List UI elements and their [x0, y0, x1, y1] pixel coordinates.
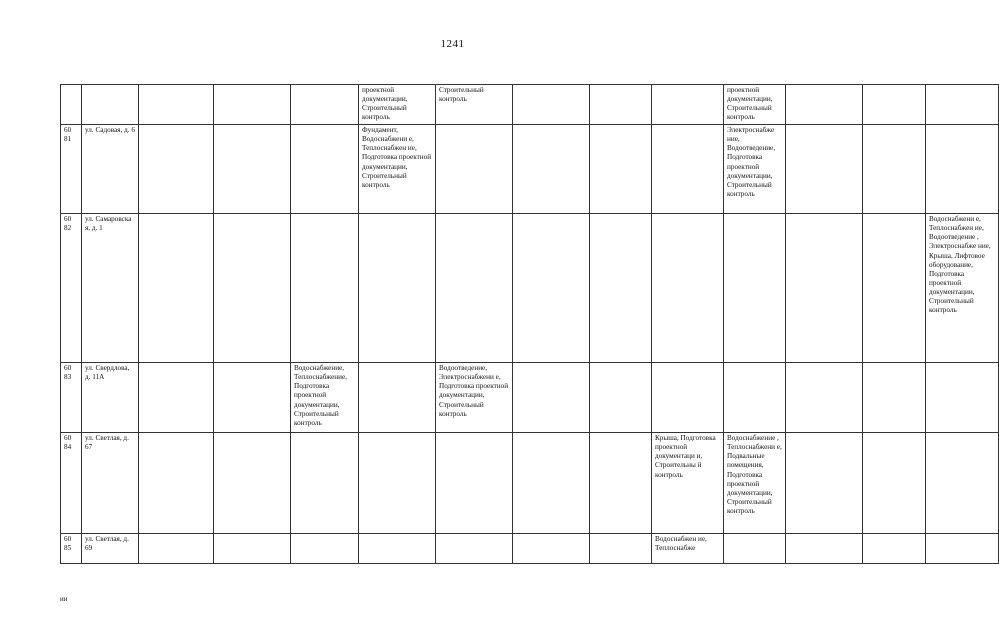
table-cell — [786, 534, 863, 564]
work-cell — [359, 214, 436, 363]
table-cell — [214, 363, 291, 433]
table-cell — [590, 85, 652, 125]
table-cell — [786, 85, 863, 125]
table-cell — [590, 433, 652, 534]
row-number — [61, 85, 82, 125]
work-cell: Водоснабжени е, Теплоснабжен ие, Водоотведение , Электроснабже ние, Крыша, Лифтовое оборудование, Подготовка проектной документации, Строительный контроль — [926, 214, 999, 363]
page-number: 1241 — [440, 38, 465, 50]
work-cell: проектной документации, Строительный контроль — [724, 85, 786, 125]
work-cell — [926, 363, 999, 433]
row-number: 60 83 — [61, 363, 82, 433]
table-cell — [214, 214, 291, 363]
table-cell — [513, 214, 590, 363]
table-cell — [590, 534, 652, 564]
table-cell — [214, 534, 291, 564]
work-cell — [724, 363, 786, 433]
work-cell — [436, 534, 513, 564]
table-cell — [291, 214, 359, 363]
table-cell — [513, 125, 590, 214]
work-cell — [652, 85, 724, 125]
address-cell: ул. Светлая, д. 67 — [82, 433, 139, 534]
row-number: 60 81 — [61, 125, 82, 214]
address-cell: ул. Свердлова, д. 11А — [82, 363, 139, 433]
footer-note: ии — [60, 595, 68, 603]
table-cell — [590, 214, 652, 363]
work-cell — [652, 214, 724, 363]
work-cell: Водоснабжение , Теплоснабжени е, Подвальные помещения, Подготовка проектной документации, Строительный контроль — [724, 433, 786, 534]
table-cell — [786, 433, 863, 534]
work-cell — [436, 214, 513, 363]
table-cell — [291, 534, 359, 564]
table-cell — [863, 433, 926, 534]
table-cell — [291, 85, 359, 125]
table-cell — [863, 363, 926, 433]
table-cell — [214, 85, 291, 125]
table-cell — [139, 534, 214, 564]
work-cell: Фундамент, Водоснабжени е, Теплоснабжен ие, Подготовка проектной документации, Строительный контроль — [359, 125, 436, 214]
work-cell — [926, 85, 999, 125]
address-cell: ул. Светлая, д. 69 — [82, 534, 139, 564]
table-cell — [786, 363, 863, 433]
work-cell: Строительный контроль — [436, 85, 513, 125]
table-cell — [513, 363, 590, 433]
work-cell: Крыша, Подготовка проектной документаци и, Строительны й контроль — [652, 433, 724, 534]
table-row — [61, 433, 999, 534]
table-row — [61, 534, 999, 564]
work-cell — [436, 125, 513, 214]
table-cell — [513, 534, 590, 564]
table-cell — [863, 214, 926, 363]
table-cell — [139, 433, 214, 534]
work-cell: проектной документации, Строительный контроль — [359, 85, 436, 125]
table-cell — [590, 125, 652, 214]
row-number: 60 82 — [61, 214, 82, 363]
work-cell — [652, 363, 724, 433]
work-cell — [724, 534, 786, 564]
table-row — [61, 214, 999, 363]
table-cell — [863, 125, 926, 214]
row-number: 60 84 — [61, 433, 82, 534]
work-cell — [724, 214, 786, 363]
work-cell — [652, 125, 724, 214]
table-cell — [786, 214, 863, 363]
work-cell — [359, 433, 436, 534]
table-cell — [214, 433, 291, 534]
address-cell: ул. Самаровска я, д. 1 — [82, 214, 139, 363]
work-cell — [926, 433, 999, 534]
table-cell — [139, 214, 214, 363]
table-cell — [214, 125, 291, 214]
work-cell — [436, 433, 513, 534]
table-row — [61, 125, 999, 214]
table-cell — [139, 363, 214, 433]
work-cell — [359, 534, 436, 564]
table-cell — [139, 125, 214, 214]
row-number: 60 85 — [61, 534, 82, 564]
table-cell — [513, 85, 590, 125]
table-cell — [513, 433, 590, 534]
work-cell — [926, 125, 999, 214]
work-cell: Водоснабжение, Теплоснабжение, Подготовка проектной документации, Строительный контроль — [291, 363, 359, 433]
work-cell: Электроснабже ние, Водоотведение, Подготовка проектной документации, Строительный контроль — [724, 125, 786, 214]
work-cell: Водоснабжен ие, Теплоснабже — [652, 534, 724, 564]
table-cell — [291, 433, 359, 534]
table-cell — [291, 125, 359, 214]
repair-schedule-table — [60, 84, 999, 564]
table-cell — [863, 85, 926, 125]
table-cell — [786, 125, 863, 214]
work-cell — [359, 363, 436, 433]
table-cell — [590, 363, 652, 433]
table-row — [61, 363, 999, 433]
work-cell — [926, 534, 999, 564]
table-cell — [863, 534, 926, 564]
address-cell — [82, 85, 139, 125]
table-row — [61, 85, 999, 125]
work-cell: Водоотведение, Электроснабжени е, Подготовка проектной документации, Строительный контроль — [436, 363, 513, 433]
table-cell — [139, 85, 214, 125]
address-cell: ул. Садовая, д. 6 — [82, 125, 139, 214]
